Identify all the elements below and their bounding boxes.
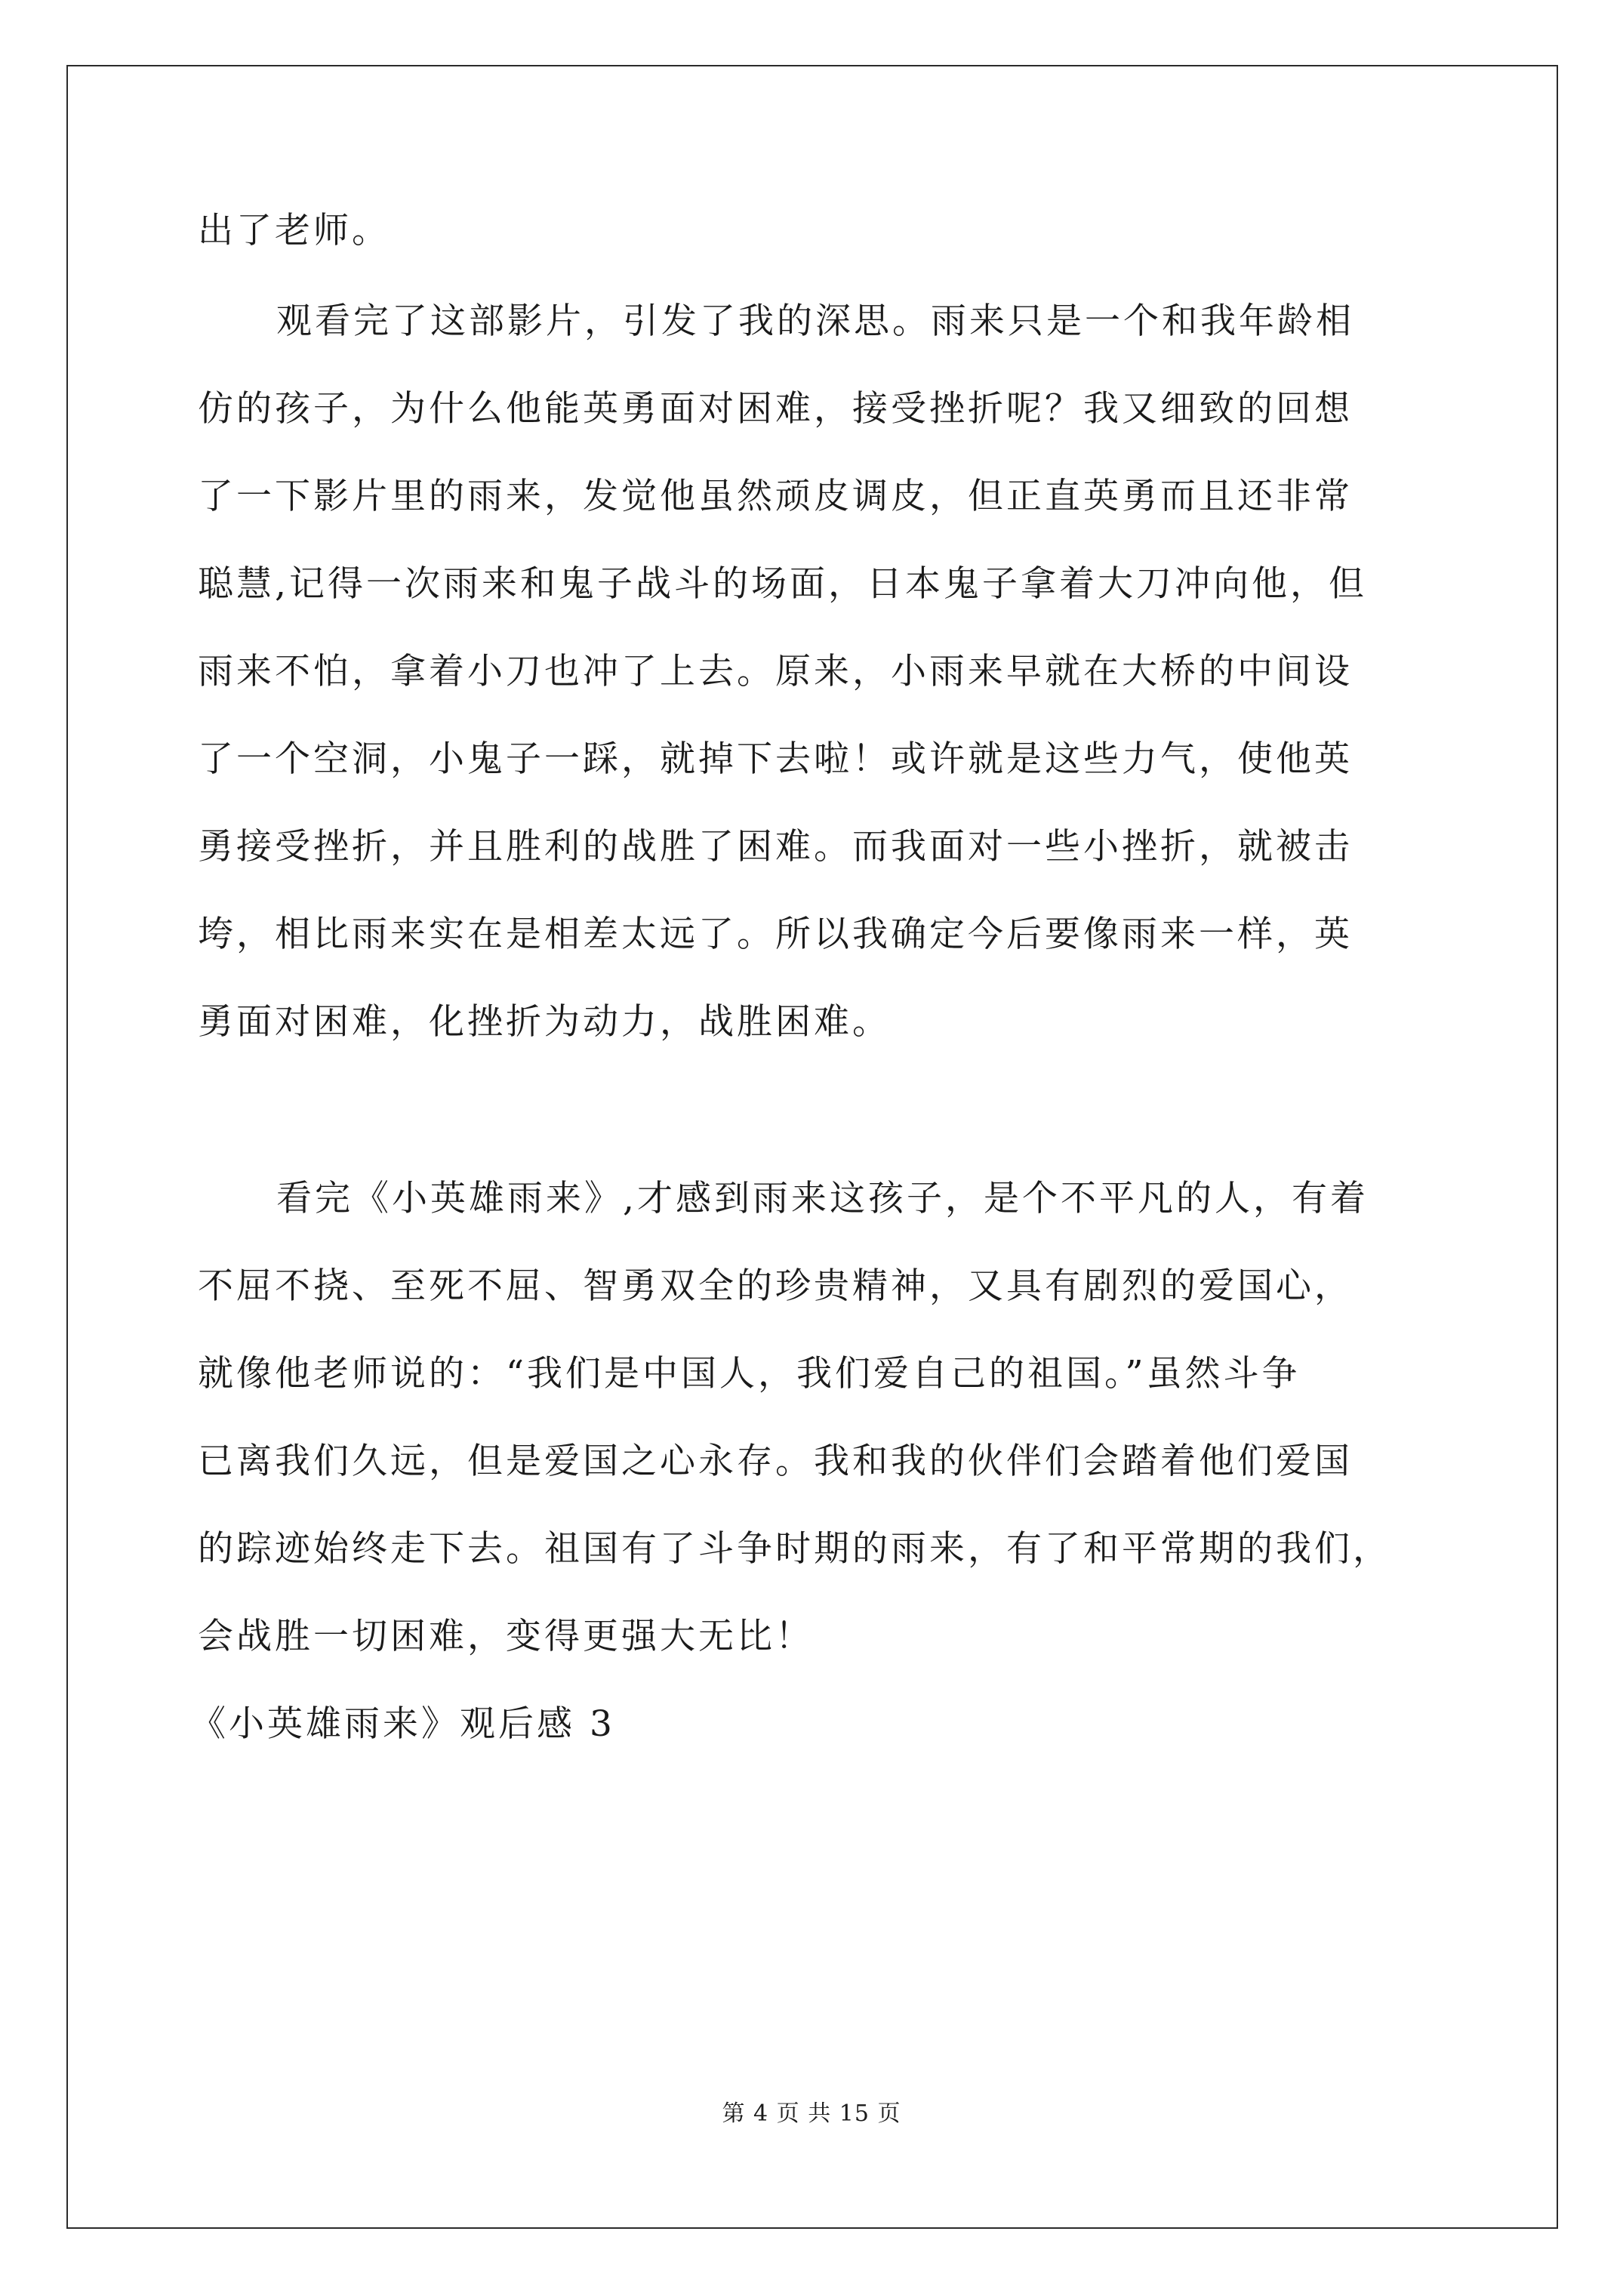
paragraph-line: 仿的孩子，为什么他能英勇面对困难，接受挫折呢？我又细致的回想 <box>198 388 1353 430</box>
paragraph-line: 不屈不挠、至死不屈、智勇双全的珍贵精神，又具有剧烈的爱国心， <box>198 1265 1353 1307</box>
paragraph-line: 的踪迹始终走下去。祖国有了斗争时期的雨来，有了和平常期的我们， <box>198 1528 1391 1570</box>
paragraph-line: 勇面对困难，化挫折为动力，战胜困难。 <box>198 1001 891 1043</box>
paragraph-line: 勇接受挫折，并且胜利的战胜了困难。而我面对一些小挫折，就被击 <box>198 826 1353 868</box>
paragraph-line: 出了老师。 <box>198 210 390 251</box>
paragraph-line: 了一个空洞，小鬼子一踩，就掉下去啦！或许就是这些力气，使他英 <box>198 738 1353 780</box>
paragraph-line: 就像他老师说的：“我们是中国人，我们爱自己的祖国。”虽然斗争 <box>198 1353 1301 1395</box>
paragraph-line: 会战胜一切困难，变得更强大无比！ <box>198 1616 814 1657</box>
paragraph-line: 看完《小英雄雨来》,才感到雨来这孩子，是个不平凡的人，有着 <box>276 1178 1369 1219</box>
page-number-footer: 第 4 页 共 15 页 <box>722 2100 901 2127</box>
paragraph-line: 观看完了这部影片，引发了我的深思。雨来只是一个和我年龄相 <box>276 300 1354 342</box>
paragraph-line: 雨来不怕，拿着小刀也冲了上去。原来，小雨来早就在大桥的中间设 <box>198 651 1353 692</box>
paragraph-line: 已离我们久远，但是爱国之心永存。我和我的伙伴们会踏着他们爱国 <box>198 1441 1353 1482</box>
paragraph-line: 了一下影片里的雨来，发觉他虽然顽皮调皮，但正直英勇而且还非常 <box>198 476 1353 517</box>
section-heading: 《小英雄雨来》观后感 3 <box>190 1703 615 1745</box>
paragraph-line: 聪慧,记得一次雨来和鬼子战斗的场面，日本鬼子拿着大刀冲向他，但 <box>198 563 1367 605</box>
paragraph-line: 垮，相比雨来实在是相差太远了。所以我确定今后要像雨来一样，英 <box>198 914 1353 955</box>
